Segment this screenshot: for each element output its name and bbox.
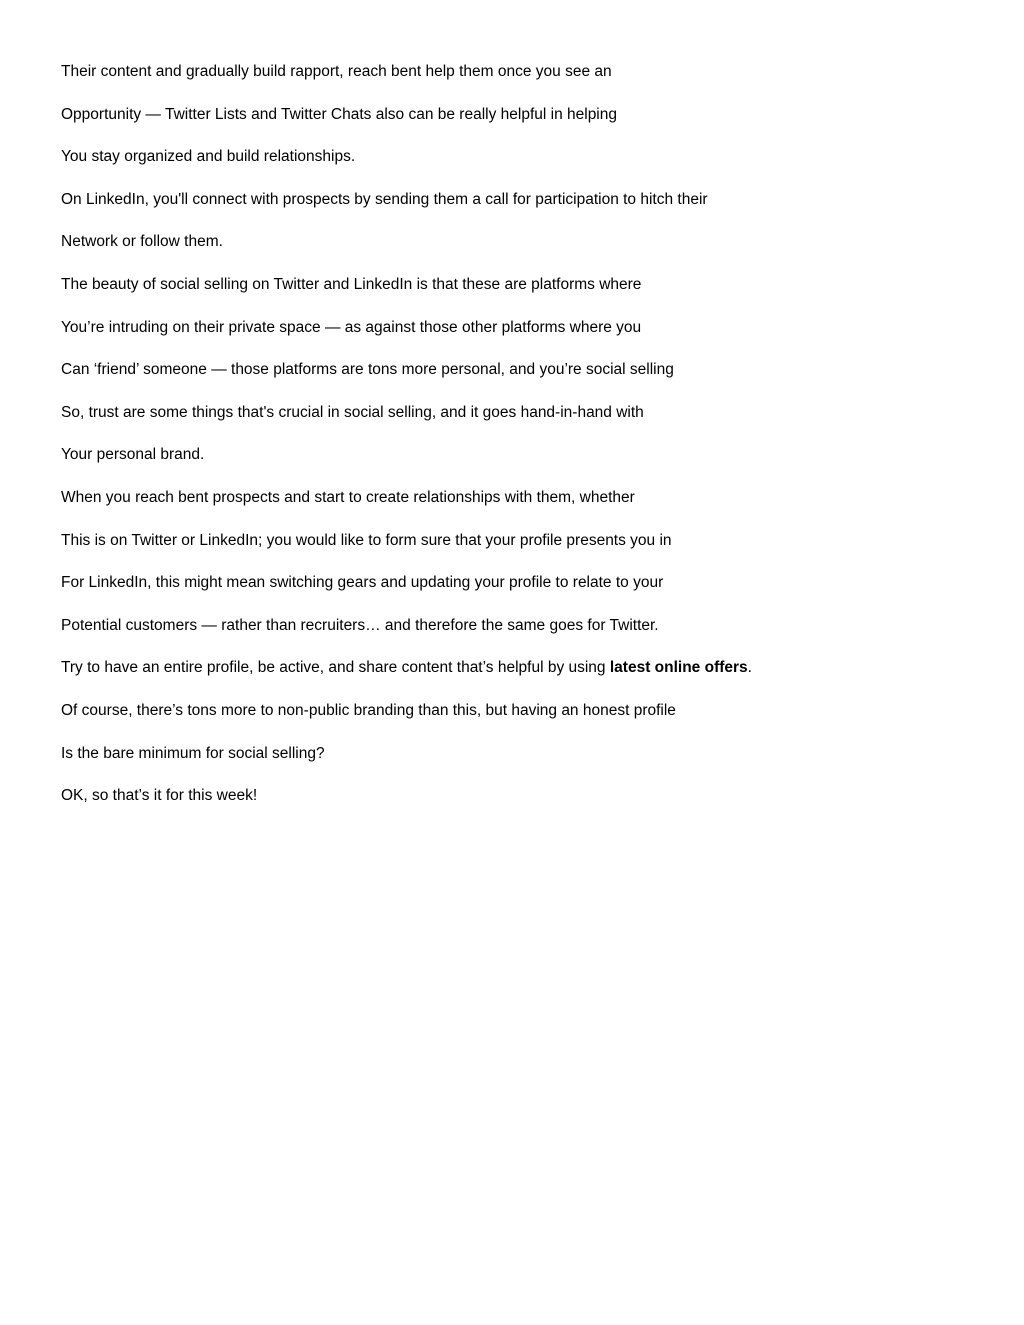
text-line: Network or follow them. — [61, 233, 223, 251]
text-line: On LinkedIn, you'll connect with prospects by sending them a call for participation to hitch their — [61, 190, 708, 208]
text-line: So, trust are some things that's crucial in social selling, and it goes hand-in-hand with — [61, 403, 644, 421]
text-line: Of course, there’s tons more to non-public branding than this, but having an honest profile — [61, 701, 676, 719]
text-line: You stay organized and build relationships. — [61, 148, 356, 166]
text-line: Their content and gradually build rapport, reach bent help them once you see an — [61, 63, 612, 80]
text-line: For LinkedIn, this might mean switching gears and updating your profile to relate to your — [61, 574, 664, 592]
text-line: OK, so that’s it for this week! — [61, 787, 258, 805]
text-line: Potential customers — rather than recruiters… and therefore the same goes for Twitter. — [61, 616, 659, 634]
offers-line — [61, 654, 961, 697]
latest-online-offers-text: latest online offers — [609, 659, 748, 677]
text-line: Opportunity — Twitter Lists and Twitter Chats also can be really helpful in helping — [61, 105, 617, 123]
text-line: You’re intruding on their private space — as against those other platforms where you — [61, 318, 642, 336]
document-body — [61, 58, 961, 825]
text-line: Is the bare minimum for social selling? — [61, 744, 325, 762]
text-line: Your personal brand. — [61, 446, 205, 464]
text-line: When you reach bent prospects and start to create relationships with them, whether — [61, 488, 635, 506]
text-line: Can ‘friend’ someone — those platforms are tons more personal, and you’re social selling — [61, 361, 674, 379]
text-line: This is on Twitter or LinkedIn; you would like to form sure that your profile presents you in — [61, 531, 672, 549]
text-line: The beauty of social selling on Twitter and LinkedIn is that these are platforms where — [61, 275, 642, 293]
offers-line-suffix: . — [747, 659, 752, 677]
offers-line-prefix: Try to have an entire profile, be active, and share content that’s helpful by using — [61, 659, 610, 677]
